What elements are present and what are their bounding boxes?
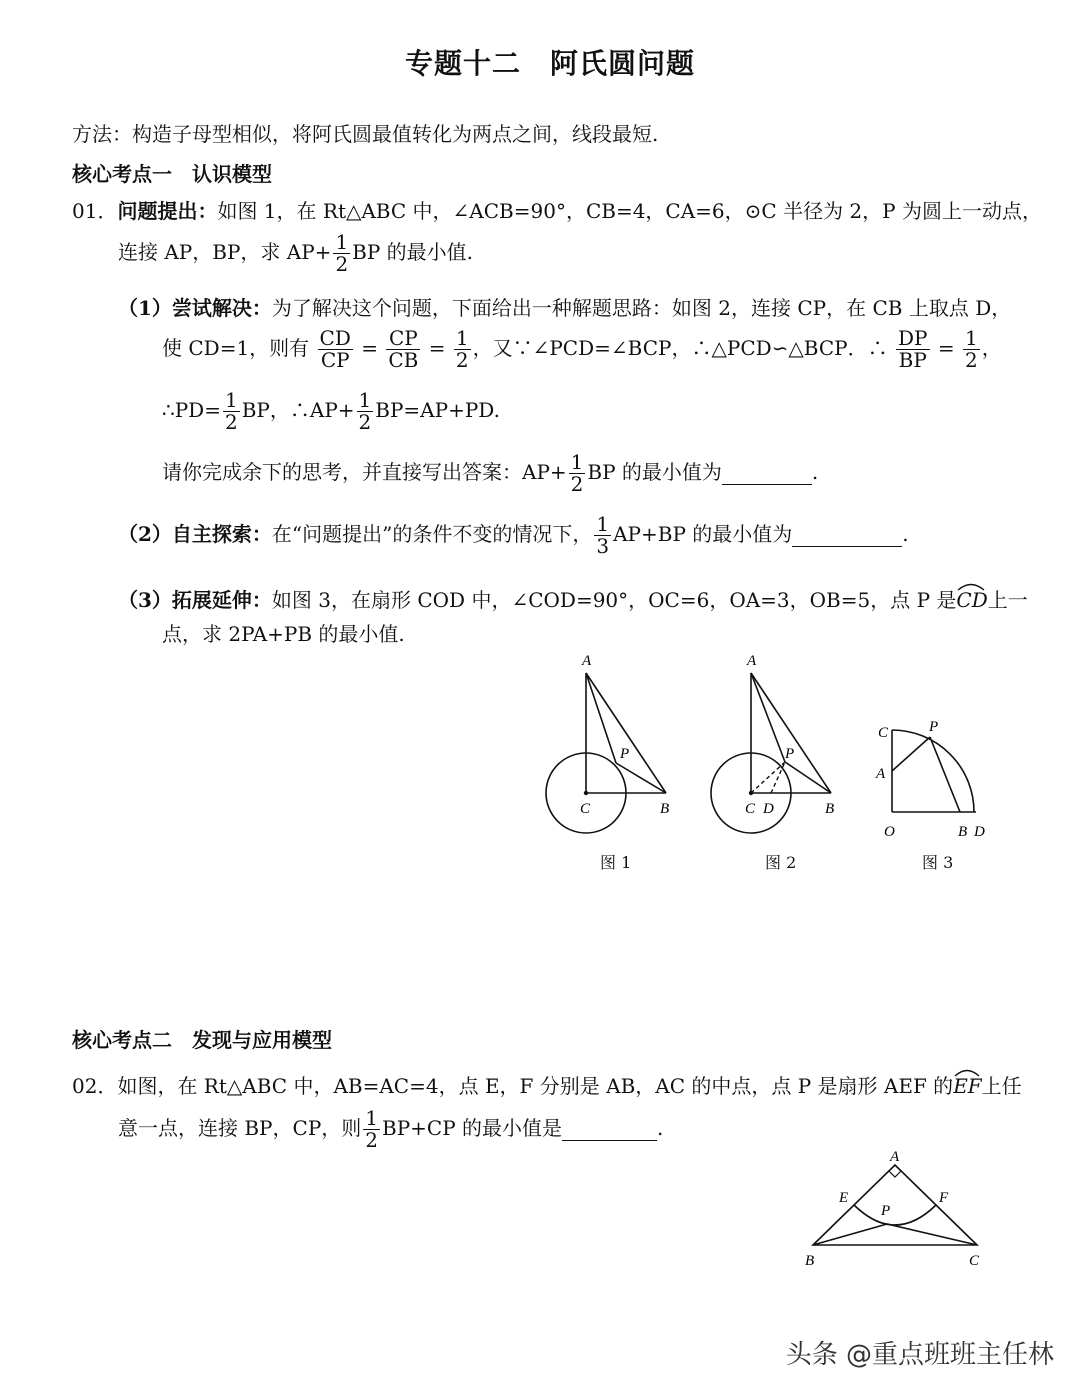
- segment-dp-dashed: [771, 762, 785, 793]
- fraction-dp-bp: [896, 328, 930, 371]
- part-2-line: [118, 514, 909, 557]
- arc-label: EF: [953, 1074, 982, 1098]
- label-p: P: [929, 719, 939, 735]
- denominator: 2: [455, 348, 469, 372]
- part-1-line-4: [162, 452, 818, 495]
- part-1-line-1: [118, 292, 1011, 321]
- label-a: A: [747, 653, 757, 669]
- section-heading-1: 核心考点一 认识模型: [72, 162, 272, 186]
- question-number: 02．: [72, 1074, 118, 1098]
- text: 上任: [981, 1074, 1022, 1098]
- text: 在“问题提出”的条件不变的情况下，: [271, 522, 593, 546]
- text: 意一点，连接 BP，CP，则: [118, 1116, 362, 1140]
- center-dot: [584, 791, 588, 795]
- fraction-third: [594, 514, 611, 557]
- question-2-line-1: [72, 1070, 1022, 1099]
- text: 请你完成余下的思考，并直接写出答案：AP+: [162, 460, 567, 484]
- text: 使 CD=1，则有: [162, 336, 310, 360]
- part-1-line-3: [162, 390, 500, 433]
- numerator: 1: [570, 450, 584, 474]
- label-c: C: [969, 1253, 980, 1269]
- text: BP+CP 的最小值是: [382, 1116, 563, 1140]
- segment-ap: [892, 737, 930, 771]
- label-c: C: [580, 801, 591, 817]
- denominator: CP: [320, 348, 350, 372]
- question-2-line-2: [118, 1108, 663, 1151]
- comma: ，: [981, 336, 1002, 360]
- label-e: E: [839, 1190, 849, 1206]
- fraction-half: [454, 328, 471, 371]
- label-p: P: [620, 746, 630, 762]
- figure-2-caption: 图 2: [765, 853, 797, 872]
- numerator: CD: [319, 326, 351, 350]
- label-a: A: [582, 653, 592, 669]
- period: .: [811, 460, 819, 484]
- arc-ef: [953, 1074, 981, 1098]
- page-title: 专题十二 阿氏圆问题: [404, 47, 695, 80]
- denominator: BP: [898, 348, 927, 372]
- segment-bp: [930, 737, 960, 812]
- text: ∴PD=: [162, 398, 221, 422]
- text: 上一: [987, 588, 1028, 612]
- numerator: 1: [224, 388, 238, 412]
- segment-ab: [751, 673, 831, 793]
- text: BP 的最小值为: [587, 460, 722, 484]
- question-1-line-2: [118, 232, 473, 275]
- label-p: P: [881, 1203, 891, 1219]
- fraction-half: [223, 390, 240, 433]
- question-1-line-1: [72, 195, 1042, 224]
- text: 连接 AP，BP，求 AP+: [118, 240, 332, 264]
- numerator: 1: [365, 1106, 379, 1130]
- fraction-cd-cp: [318, 328, 353, 371]
- fraction-half: [333, 232, 350, 275]
- figure-2: [705, 650, 845, 850]
- denominator: 3: [596, 534, 610, 558]
- part-1-line-2: [162, 328, 1002, 371]
- label-d: D: [763, 801, 774, 817]
- label-a: A: [890, 1149, 900, 1165]
- text: BP 的最小值.: [352, 240, 474, 264]
- denominator: 2: [365, 1128, 379, 1152]
- denominator: CB: [388, 348, 419, 372]
- segment-bp: [785, 762, 831, 793]
- segment-ab: [586, 673, 666, 793]
- part-3-line-1: [118, 584, 1028, 613]
- period: .: [902, 522, 909, 546]
- fraction-half: [569, 452, 586, 495]
- part-label: （3）拓展延伸：: [118, 588, 272, 612]
- label-p: P: [785, 746, 795, 762]
- answer-blank[interactable]: [562, 1116, 657, 1141]
- equals: =: [428, 336, 446, 360]
- numerator: 1: [358, 388, 372, 412]
- denominator: 2: [335, 252, 349, 276]
- arc-ef: [854, 1205, 936, 1225]
- question-number: 01．: [72, 199, 118, 223]
- text: AP+BP 的最小值为: [613, 522, 793, 546]
- denominator: 2: [224, 410, 238, 434]
- text: 为了解决这个问题，下面给出一种解题思路：如图 2，连接 CP，在 CB 上取点 D，: [271, 296, 1012, 320]
- figure-1: [540, 650, 680, 850]
- text: BP，∴AP+: [241, 398, 355, 422]
- figure-1-caption: 图 1: [600, 853, 632, 872]
- segment-cp-dashed: [751, 762, 785, 793]
- label-a: A: [876, 766, 886, 782]
- segment-ap: [586, 673, 616, 763]
- label-b: B: [805, 1253, 815, 1269]
- section-heading-2: 核心考点二 发现与应用模型: [72, 1028, 332, 1052]
- label-c: C: [745, 801, 756, 817]
- numerator: 1: [964, 326, 978, 350]
- fraction-cp-cb: [386, 328, 420, 371]
- arc-cd: [892, 730, 974, 812]
- text: ，又∵∠PCD=∠BCP，∴△PCD∽△BCP．∴: [472, 336, 888, 360]
- numerator: 1: [335, 230, 349, 254]
- denominator: 2: [964, 348, 978, 372]
- text: BP=AP+PD.: [375, 398, 500, 422]
- question-label: 问题提出：: [117, 199, 218, 223]
- text: 如图，在 Rt△ABC 中，AB=AC=4，点 E，F 分别是 AB，AC 的中点，点 P 是扇形 AEF 的: [117, 1074, 954, 1098]
- label-b: B: [825, 801, 835, 817]
- denominator: 2: [570, 472, 584, 496]
- right-angle-mark: [889, 1171, 901, 1177]
- equals: =: [361, 336, 379, 360]
- watermark: 头条 @重点班班主任林: [785, 1340, 1054, 1370]
- center-dot: [749, 791, 753, 795]
- numerator: CP: [386, 328, 420, 350]
- answer-blank[interactable]: [722, 460, 812, 485]
- text: 如图 3，在扇形 COD 中，∠COD=90°，OC=6，OA=3，OB=5，点 P 是: [271, 588, 957, 612]
- arc-mark-icon: [956, 581, 986, 591]
- label-c: C: [878, 725, 889, 741]
- figure-3-caption: 图 3: [922, 853, 954, 872]
- figure-3: [870, 712, 1000, 847]
- part-3-line-2: 点，求 2PA+PB 的最小值.: [162, 622, 405, 646]
- label-b: B: [958, 824, 968, 840]
- fraction-half: [357, 390, 374, 433]
- part-label: （2）自主探索：: [118, 522, 272, 546]
- arc-mark-icon: [953, 1067, 981, 1077]
- numerator: DP: [898, 326, 928, 350]
- denominator: 2: [358, 410, 372, 434]
- segment-cp: [887, 1224, 977, 1245]
- figure-q2: [795, 1145, 995, 1275]
- method-line: 方法：构造子母型相似，将阿氏圆最值转化为两点之间，线段最短.: [72, 122, 659, 146]
- question-text: 如图 1，在 Rt△ABC 中，∠ACB=90°，CB=4，CA=6，⊙C 半径为 2，P 为圆上一动点，: [217, 199, 1042, 223]
- period: .: [657, 1116, 664, 1140]
- equals: =: [937, 336, 955, 360]
- fraction-half: [363, 1108, 380, 1151]
- label-b: B: [660, 801, 670, 817]
- label-d: D: [974, 824, 985, 840]
- numerator: 1: [455, 326, 469, 350]
- label-o: O: [884, 824, 895, 840]
- arc-cd: [956, 588, 987, 612]
- numerator: 1: [596, 512, 610, 536]
- arc-label: CD: [956, 588, 988, 612]
- label-f: F: [939, 1190, 949, 1206]
- answer-blank[interactable]: [792, 522, 902, 547]
- fraction-half: [963, 328, 980, 371]
- part-label: （1）尝试解决：: [118, 296, 272, 320]
